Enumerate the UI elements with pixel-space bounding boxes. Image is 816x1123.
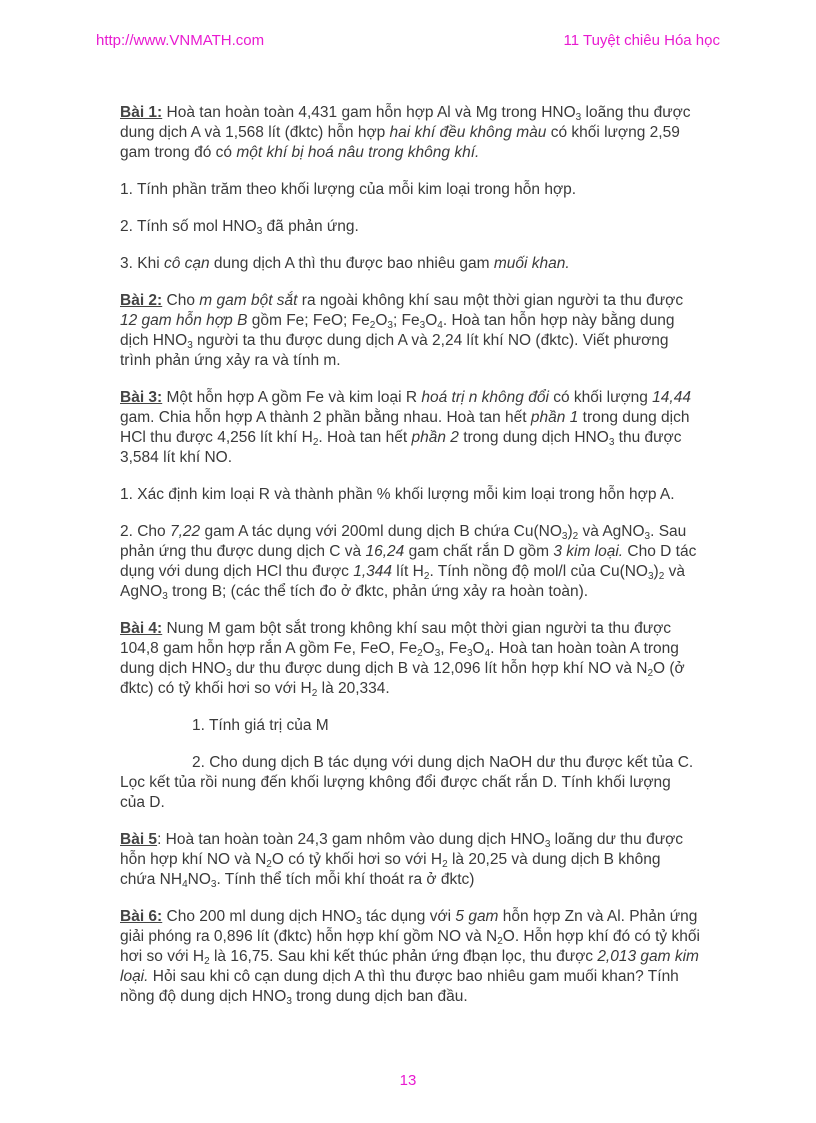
header-title: 11 Tuyệt chiêu Hóa học (563, 32, 720, 49)
subscript: 3 (387, 320, 393, 331)
text: trong dung dịch HCl thu được 4,256 lít khí H (120, 409, 690, 446)
subscript: 3 (575, 112, 582, 123)
problem-6-statement (120, 907, 700, 1007)
subscript: 3 (466, 648, 473, 659)
subscript: 4 (437, 320, 443, 331)
text: . Tính thể tích mỗi khí thoát ra ở đktc) (216, 871, 475, 888)
text: có khối lượng (548, 389, 653, 406)
subscript: 3 (225, 668, 232, 679)
text: 2. Cho dung dịch B tác dụng với dung dịch NaOH dư thu được kết tủa (192, 754, 674, 771)
text: Hỏi sau khi cô cạn dung dịch A thì thu được bao nhiêu gam muối khan? Tính nồng độ dung dịch HNO (120, 968, 679, 1005)
problem-1-label: Bài 1: (120, 104, 163, 121)
text: gam chất rắn D gồm (404, 543, 554, 560)
text: . Sau phản ứng thu được dung dịch C và (120, 523, 687, 560)
text: người ta thu được dung dịch A và 2,24 lít khí NO (đktc). Viết phương trình phản ứng xảy ra và tính m. (120, 332, 669, 369)
subscript: 3 (419, 320, 426, 331)
text: gồm Fe; FeO; Fe (247, 312, 370, 329)
problem-4-question-2 (120, 753, 700, 813)
text: : Hoà tan hoàn toàn 24,3 gam nhôm vào dung dịch HNO (157, 831, 545, 848)
text: đã phản ứng. (262, 218, 359, 235)
text: loãng dư thu được hỗn hợp khí NO và N (120, 831, 683, 868)
problem-1-question-1: 1. Tính phần trăm theo khối lượng của mỗi kim loại trong hỗn hợp. (120, 181, 577, 198)
subscript: 2 (369, 320, 376, 331)
text: gam. Chia hỗn hợp A thành 2 phần bằng nhau. Hoà tan hết (120, 409, 531, 426)
subscript: 3 (356, 916, 362, 927)
problem-1-question-2 (120, 217, 700, 237)
text: dung dịch A thì thu được bao nhiêu gam (209, 255, 494, 272)
subscript: 2 (442, 859, 448, 870)
text: có khối lượng 2,59 gam trong đó có (120, 124, 680, 161)
text: Cho D tác dụng với dung dịch HCl thu được (120, 543, 697, 580)
text: lít H (392, 563, 424, 580)
text: Một hỗn hợp A gồm Fe và kim loại R (162, 389, 422, 406)
text: 3. Khi (120, 255, 164, 272)
text: Hoà tan hoàn toàn 4,431 gam hỗn hợp Al và Mg trong HNO (162, 104, 576, 121)
text: 2. Tính số mol HNO (120, 218, 257, 235)
subscript: 2 (266, 859, 272, 870)
problem-2-label: Bài 2: (120, 292, 163, 309)
subscript: 2 (572, 531, 579, 542)
subscript: 3 (644, 531, 651, 542)
text: 2. Cho (120, 523, 170, 540)
subscript: 3 (187, 340, 193, 351)
problem-3-question-2 (120, 522, 700, 602)
problem-1-statement (120, 103, 700, 163)
subscript: 3 (647, 571, 654, 582)
italic-text: 12 gam hỗn hợp B (120, 312, 248, 329)
subscript: 3 (256, 226, 263, 237)
text: và AgNO (120, 563, 685, 600)
text: hỗn hợp Zn và Al. Phản ứng giải phóng ra 0,896 lít (đktc) hỗn hợp khí gồm NO và N (120, 908, 698, 945)
problem-4-label: Bài 4: (120, 620, 163, 637)
problem-4-question-1: 1. Tính giá trị của M (192, 717, 329, 734)
subscript: 3 (434, 648, 441, 659)
problem-1-question-3 (120, 254, 700, 274)
text: tác dụng với (361, 908, 456, 925)
text: C. Lọc kết tủa rồi nung đến khối lượng không đổi được chất rắn D. Tính khối lượng của D. (120, 754, 694, 811)
text: là 20,25 và dung dịch B không chứa NH (120, 851, 661, 888)
italic-text: cô cạn (163, 255, 210, 272)
subscript: 3 (608, 437, 615, 448)
text: ) (567, 523, 573, 540)
problem-6-label: Bài 6: (120, 908, 163, 925)
text: và AgNO (578, 523, 645, 540)
italic-text: 14,44 (652, 389, 691, 406)
text: . Hoà tan hết (318, 429, 412, 446)
italic-text: 1,344 (353, 563, 392, 580)
subscript: 3 (210, 879, 217, 890)
page-number: 13 (399, 1072, 417, 1089)
problem-5-label: Bài 5 (120, 831, 158, 848)
subscript: 3 (561, 531, 568, 542)
document-body (120, 103, 700, 1024)
text: , Fe (440, 640, 467, 657)
text: Cho (162, 292, 200, 309)
subscript: 3 (286, 996, 292, 1007)
problem-3-statement (120, 388, 700, 468)
text: O (472, 640, 485, 657)
italic-text: hai khí đều không màu (389, 124, 547, 141)
text: O có tỷ khối hơi so với H (271, 851, 443, 868)
text: . Hoà tan hoàn toàn A trong dung dịch HNO (120, 640, 679, 677)
problem-4-statement (120, 619, 700, 699)
subscript: 4 (484, 648, 491, 659)
text: ) (653, 563, 659, 580)
italic-text: một khí bị hoá nâu trong không khí. (236, 144, 480, 161)
text: ra ngoài không khí sau một thời gian người ta thu được (297, 292, 684, 309)
text: O (ở đktc) có tỷ khối hơi so với H (120, 660, 685, 697)
text: O (422, 640, 435, 657)
subscript: 3 (544, 839, 551, 850)
text: là 16,75. Sau khi kết thúc phản ứng đbạn lọc, thu được (209, 948, 598, 965)
italic-text: muối khan. (493, 255, 570, 272)
problem-2-statement (120, 291, 700, 371)
text: gam A tác dụng với 200ml dung dịch B chứa Cu(NO (200, 523, 562, 540)
subscript: 2 (497, 936, 503, 947)
subscript: 2 (311, 688, 318, 699)
text: Cho 200 ml dung dịch HNO (162, 908, 357, 925)
subscript: 3 (162, 591, 168, 602)
italic-text: 2,013 gam kim loại. (120, 948, 699, 985)
subscript: 4 (182, 879, 188, 890)
text: O. Hỗn hợp khí đó có tỷ khối hơi so với H (120, 928, 700, 965)
italic-text: 7,22 (169, 523, 201, 540)
text: Nung M gam bột sắt trong không khí sau một thời gian người ta thu được 104,8 gam hỗn hợp rắn A gồm Fe, FeO, Fe (120, 620, 671, 657)
text: trong B; (các thể tích đo ở đktc, phản ứng xảy ra hoàn toàn). (167, 583, 589, 600)
text: NO (187, 871, 211, 888)
text: . Tính nồng độ mol/l của Cu(NO (429, 563, 648, 580)
italic-text: 16,24 (365, 543, 405, 560)
subscript: 2 (658, 571, 665, 582)
italic-text: hoá trị n không đổi (421, 389, 549, 406)
page-header (96, 32, 720, 49)
italic-text: phần 2 (411, 429, 459, 446)
text: O (375, 312, 388, 329)
problem-3-question-1: 1. Xác định kim loại R và thành phần % khối lượng mỗi kim loại trong hỗn hợp A. (120, 486, 675, 503)
text: O (425, 312, 438, 329)
italic-text: 3 kim loại. (553, 543, 624, 560)
text: ; Fe (392, 312, 420, 329)
italic-text: phần 1 (530, 409, 579, 426)
text: trong dung dịch HNO (458, 429, 609, 446)
text: dư thu được dung dịch B và 12,096 lít hỗn hợp khí NO và N (231, 660, 648, 677)
text: loãng thu được dung dịch A và 1,568 lít (đktc) hỗn hợp (120, 104, 691, 141)
subscript: 2 (417, 648, 423, 659)
text: thu được 3,584 lít khí NO. (120, 429, 682, 466)
text: . Hoà tan hỗn hợp này bằng dung dịch HNO (120, 312, 675, 349)
text: trong dung dịch ban đầu. (291, 988, 468, 1005)
problem-3-label: Bài 3: (120, 389, 163, 406)
italic-text: m gam bột sắt (199, 292, 298, 309)
text: là 20,334. (317, 680, 390, 697)
subscript: 2 (423, 571, 430, 582)
subscript: 2 (204, 956, 210, 967)
subscript: 2 (647, 668, 654, 679)
italic-text: 5 gam (455, 908, 499, 925)
problem-5-statement (120, 830, 700, 890)
header-url-link[interactable]: http://www.VNMATH.com (96, 32, 265, 49)
subscript: 2 (312, 437, 319, 448)
